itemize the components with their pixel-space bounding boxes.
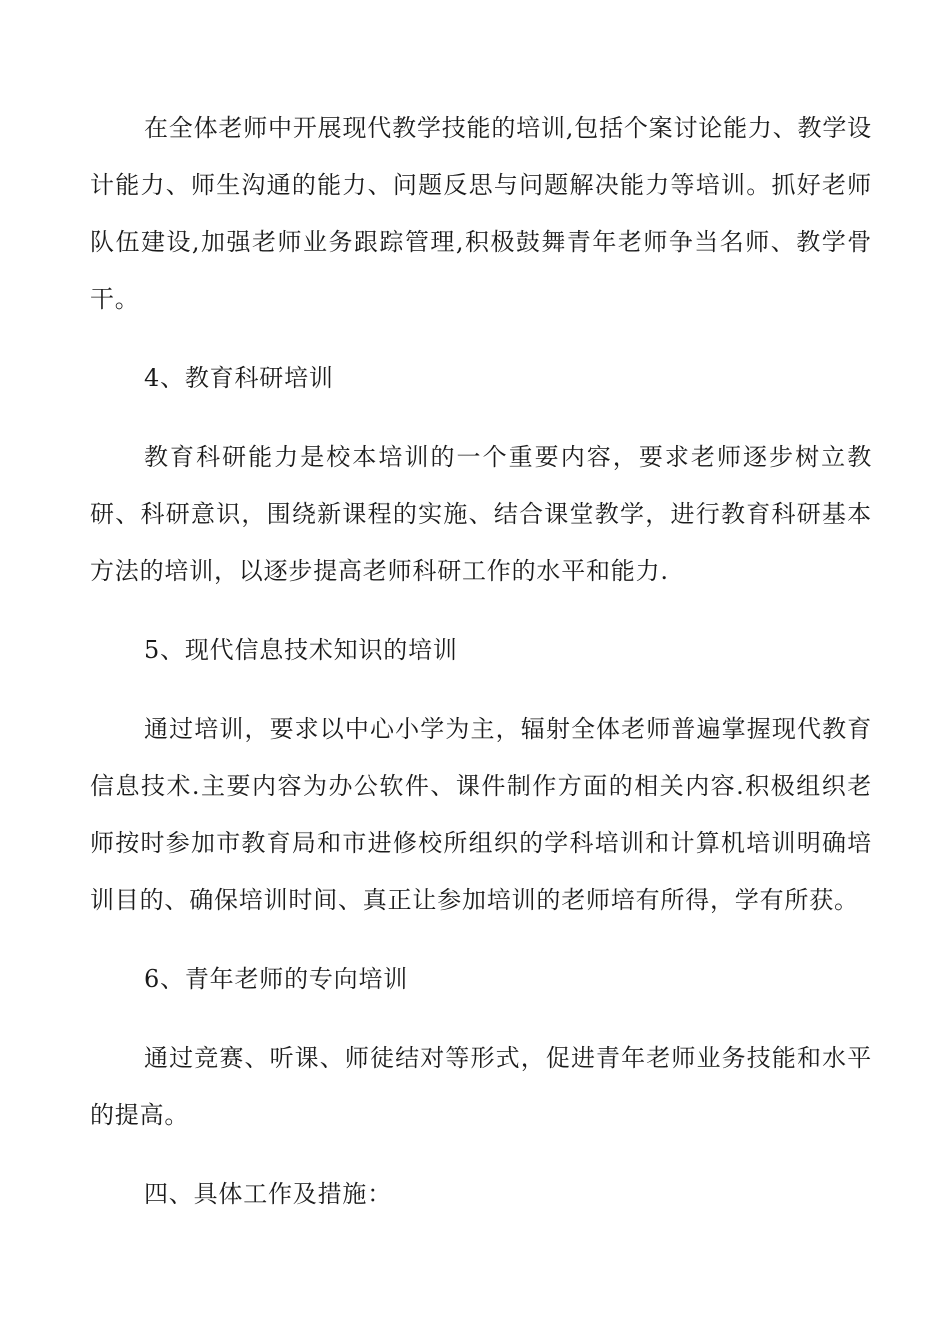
document-body xyxy=(90,100,872,1245)
heading-it-training: 5、现代信息技术知识的培训 xyxy=(144,636,458,664)
paragraph-teaching-skills: 在全体老师中开展现代教学技能的培训,包括个案讨论能力、教学设计能力、师生沟通的能力、问题反思与问题解决能力等培训。抓好老师队伍建设,加强老师业务跟踪管理,积极鼓舞青年老师争当名师、教学骨干。 xyxy=(90,114,872,313)
heading-research-training: 4、教育科研培训 xyxy=(144,364,334,392)
paragraph-young-teacher-training: 通过竞赛、听课、师徒结对等形式，促进青年老师业务技能和水平的提高。 xyxy=(90,1044,872,1129)
heading-specific-measures: 四、具体工作及措施： xyxy=(144,1180,392,1208)
heading-young-teacher-training: 6、青年老师的专向培训 xyxy=(144,965,409,993)
paragraph-research-training: 教育科研能力是校本培训的一个重要内容，要求老师逐步树立教研、科研意识，围绕新课程的实施、结合课堂教学，进行教育科研基本方法的培训，以逐步提高老师科研工作的水平和能力. xyxy=(90,443,872,585)
paragraph-it-training: 通过培训，要求以中心小学为主，辐射全体老师普遍掌握现代教育信息技术.主要内容为办公软件、课件制作方面的相关内容.积极组织老师按时参加市教育局和市进修校所组织的学科培训和计算机培训明确培训目的、确保培训时间、真正让参加培训的老师培有所得，学有所获。 xyxy=(90,715,872,914)
